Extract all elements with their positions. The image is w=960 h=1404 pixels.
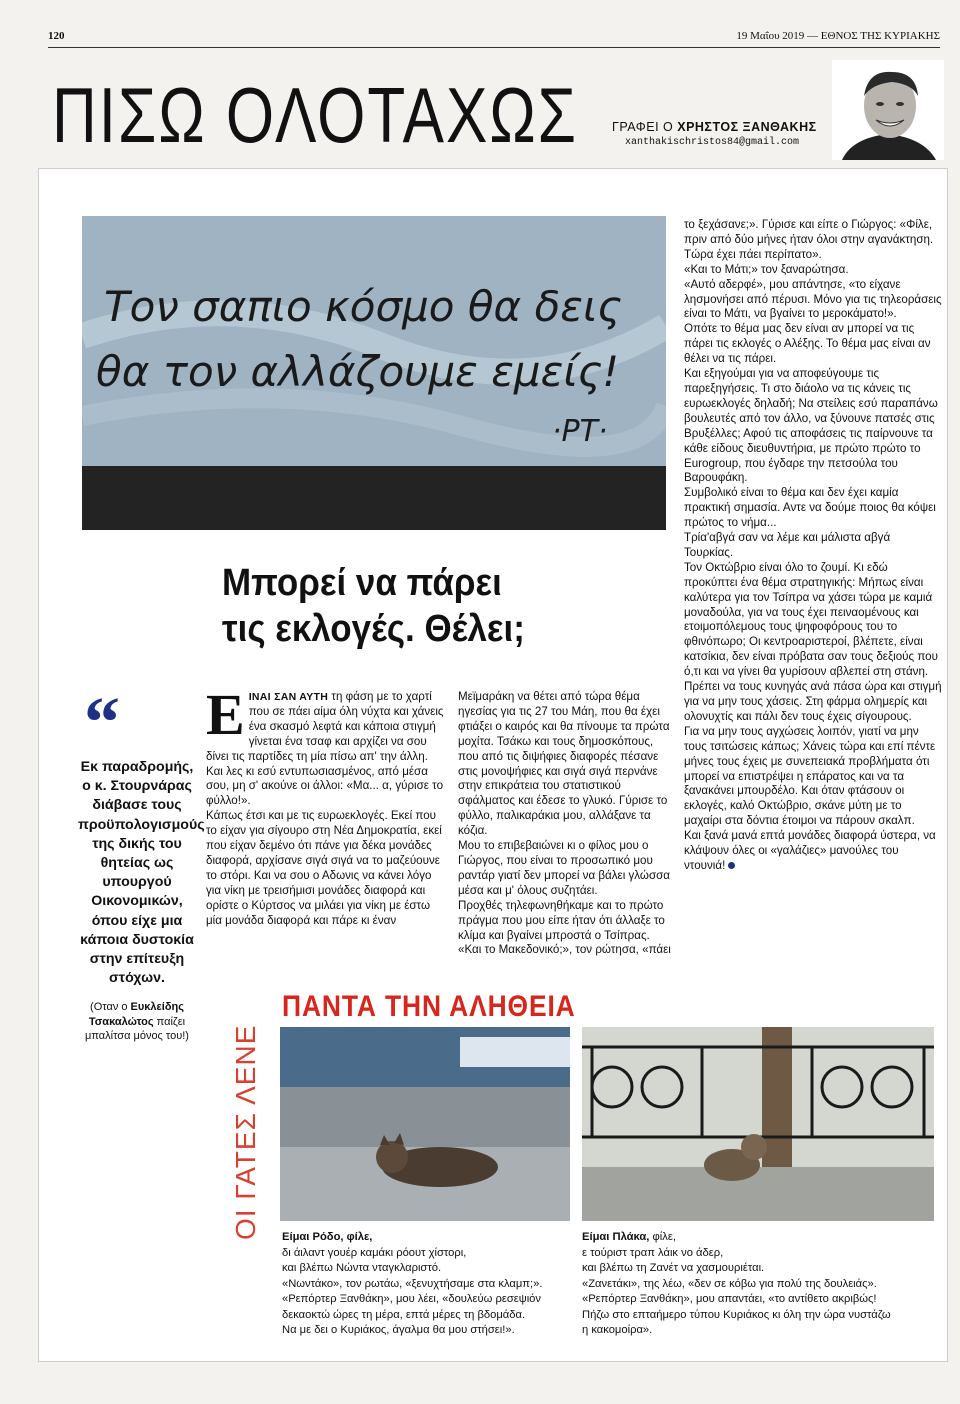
col2-paragraph-3: Προχθές τηλεφωνηθήκαμε και το πρώτο πράγμα που μου είπε ήταν ότι άλλαξε το κλίμα και βγαίνει μπροστά ο Τσίπρας.	[458, 898, 665, 942]
cat-caption-rodos	[282, 1230, 572, 1339]
lead-in: ΙΝΑΙ ΣΑΝ ΑΥΤΗ	[248, 691, 329, 703]
headline-line-2: τις εκλογές. Θέλει;	[222, 608, 525, 650]
cap1-line: «Ρεπόρτερ Ξανθάκη», μου λέει, «δουλεύω ρεσεψιόν	[282, 1293, 541, 1305]
author-email[interactable]: xanthakischristos84@gmail.com	[625, 137, 800, 148]
author-portrait	[832, 60, 944, 160]
cap2-line: «Ζανετάκι», της λέω, «δεν σε κόβω για πολύ της δουλειάς».	[582, 1277, 877, 1290]
article-column-3	[684, 218, 942, 874]
col3-paragraph-7: Τρία'αβγά σαν να λέμε και μάλιστα αβγά Τουρκίας.	[684, 531, 891, 559]
col3-paragraph-2: «Και το Μάτι;» τον ξαναρώτησα.	[684, 262, 849, 276]
byline-prefix: ΓΡΑΦΕΙ Ο	[612, 120, 678, 134]
cat-rodos-image	[280, 1027, 570, 1221]
cap1-line: και βλέπω Νώντα νταγκλαριστό.	[282, 1262, 442, 1274]
col2-paragraph-1: Μεϊμαράκη να θέτει από τώρα θέμα ηγεσίας για τις 27 του Μάη, που θα έχει φτιάξει ο καιρός και θα πίνουμε τα πρώτα μοχίτα. Τσάκω και τους δημοσκόπους, που από τις διψήφιες διαφορές πέσανε στις μονοψήφιες και σιγά σιγά περνάνε στην επικράτεια του στατιστικού σφάλματος και έδεσε το γλυκό. Γύρισε το φύλλο, παλικαράκια μου, αλλάξανε τα κόζια.	[458, 690, 670, 838]
quote-caption	[78, 1000, 196, 1044]
author-name: ΧΡΗΣΤΟΣ ΞΑΝΘΑΚΗΣ	[677, 120, 817, 134]
quote-caption-post: παίζει μπαλίτσα μόνος του!)	[85, 1015, 189, 1043]
date-line: 19 Μαΐου 2019 — ΕΘΝΟΣ ΤΗΣ ΚΥΡΙΑΚΗΣ	[736, 30, 940, 42]
byline	[612, 120, 817, 134]
header-rule	[48, 47, 940, 48]
cap2-line: η κακομοίρα».	[582, 1324, 653, 1336]
cat-photo-plaka	[582, 1027, 934, 1221]
col3-paragraph-6: Συμβολικό είναι το θέμα και δεν έχει καμία πρακτική σημασία. Αντε να δούμε ποιος θα κόψει πρώτος το νήμα...	[684, 486, 936, 530]
graffiti-line-2: θα τον αλλάζουμε εμείς!	[96, 347, 620, 396]
cat-plaka-image	[582, 1027, 934, 1221]
cap2-line: ε τούριστ τραπ λάικ νο άδερ,	[582, 1246, 724, 1259]
cats-section-title: ΠΑΝΤΑ ΤΗΝ ΑΛΗΘΕΙΑ	[282, 990, 576, 1023]
article-column-1	[206, 682, 444, 929]
col1-paragraph-2: Κάπως έτσι και με τις ευρωεκλογές. Εκεί που το είχαν για σίγουρο στη Νέα Δημοκρατία, εκεί που είχαν δεμένο ότι πάνε για δέκα μονάδες διαφορά, αρχίσανε σιγά σιγά να το μαζεύουνε το στόρι. Και να σου ο Αδωνις να κάνει λόγο για νίκη με τρεισήμισι μονάδες διαφορά και ορίστε ο Κύρτσος να μιλάει για νίκη με έστω μία μονάδα διαφορά και πάρε κι έναν	[206, 809, 442, 927]
cap2-line: και βλέπω τη Ζανέτ να χασμουριέται.	[582, 1262, 765, 1274]
cap1-line: «Νωντάκο», τον ρωτάω, «ξενυχτήσαμε στα κλαμπ;».	[282, 1277, 543, 1290]
col3-paragraph-10: Και ξανά μανά επτά μονάδες διαφορά ύστερα, να κλάψουν όλες οι «γαλάζιες» μανούλες του ντουνιά!	[684, 829, 936, 872]
quote-text: Εκ παραδρομής, ο κ. Στουρνάρας διάβασε τους προϋπολογισμούς της δικής του θητείας ως υπουργού Οικονομικών, όπου είχε μια κάποια δυστοκία στην επίτευξη στόχων.	[78, 759, 205, 987]
quote-caption-pre: (Οταν ο	[90, 1001, 131, 1014]
headline	[222, 560, 525, 652]
page-number: 120	[48, 30, 65, 42]
quote-caption-name: Ευκλείδης Τσακαλώτος	[88, 1001, 184, 1028]
masthead: ΠΙΣΩ ΟΛΟΤΑΧΩΣ	[52, 73, 578, 160]
graffiti-photo	[82, 216, 666, 530]
cap2-line: «Ρεπόρτερ Ξανθάκη», μου απαντάει, «το αντίθετο ακριβώς!	[582, 1293, 877, 1305]
article-column-2	[458, 690, 676, 958]
cat-photo-rodos	[280, 1027, 570, 1221]
col2-paragraph-2: Μου το επιβεβαιώνει κι ο φίλος μου ο Γιώργος, που είναι το προσωπικό μου ραντάρ γιατί δεν μπορεί να βάλει γλώσσα μέσα και μ' όλους συζητάει.	[458, 839, 670, 897]
col1-paragraph-1: τη φάση με το χαρτί που σε πάει αίμα όλη νύχτα και χάνεις ένα σκασμό λεφτά και κάποια στιγμή γίνεται ένα τσαφ και αρχίζει να σου δίνει τις παρτίδες τη μία πίσω απ' την άλλη. Και λες κι εσύ εντυπωσιασμένος, από μέσα σου, μη σ' ακούνε οι άλλοι: «Μα... α, γύρισε το φύλλο!».	[206, 690, 444, 808]
cat-caption-plaka	[582, 1230, 934, 1339]
end-mark-icon	[728, 862, 735, 869]
cats-vertical-label: ΟΙ ΓΑΤΕΣ ΛΕΝΕ	[230, 1024, 261, 1240]
cap2-title-rest: φίλε,	[649, 1231, 676, 1243]
cap1-line: δεκαοκτώ ώρες τη μέρα, επτά μέρες τη βδομάδα.	[282, 1308, 526, 1321]
headline-line-1: Μπορεί να πάρει	[222, 562, 502, 604]
cap2-line: Πήζω στο επταήμερο τύπου Κυριάκος κι όλη την ώρα νυστάζω	[582, 1308, 891, 1321]
col3-paragraph-9: Για να μην τους αγχώσεις λοιπόν, γιατί να μην τους τσιτώσεις κάπως; Χάνεις τώρα και επί πέντε μήνες τους έχεις με συνεπειακά προβλήματα ότι μπορεί να επιστρέψει η επάρατος και να τα ξανακάνει μπουρδέλο. Και όταν φτάσουν οι εκλογές, καλό Οκτώβριο, σκάνε μύτη με το μαχαίρι στα δόντια έτοιμοι να πάρουν σκαλπ.	[684, 724, 936, 828]
cap1-line: δι άιλαντ γουέρ καμάκι ρόουτ χίστορι,	[282, 1246, 467, 1259]
col2-paragraph-4: «Και το Μακεδονικό;», τον ρώτησα, «πάει	[458, 943, 671, 957]
top-bar	[48, 30, 940, 48]
col3-paragraph-1: το ξεχάσανε;». Γύρισε και είπε ο Γιώργος: «Φίλε, πριν από δύο μήνες ήταν όλοι στην αγανάκτηση. Τώρα έχει πάει περίπατο».	[684, 218, 934, 261]
quote-mark-icon: “	[84, 682, 120, 762]
col3-paragraph-4: Οπότε το θέμα μας δεν είναι αν μπορεί να τις πάρει τις εκλογές ο Αλέξης. Το θέμα μας είναι αν θέλει να τις πάρει.	[684, 322, 931, 366]
col3-paragraph-8: Τον Οκτώβριο είναι όλο το ζουμί. Κι εδώ προκύπτει ένα θέμα στρατηγικής: Μήπως είναι καλύτερα για τον Τσίπρα να χάσει τώρα με καμιά μοναδούλα, για να τους έχει πειναομένους και ετοιμοπόλεμους τους ψηφοφόρους του το φθινόπωρο; Οι κεντροαριστεροί, βλέπετε, είναι κατσίκια, δεν είναι πρόβατα σαν τους δεξιούς που ό,τι και να γίνει θα γυρίσουν αβλεπεί στη στάνη. Πρέπει να τους κυνηγάς ανά πάσα ώρα και στιγμή για να μην τους χάσεις. Στη φάρμα ολημερίς και ολονυχτίς και πάλι δεν τους έχεις σίγουρους.	[684, 560, 942, 723]
cap1-title: Είμαι Ρόδο, φίλε,	[282, 1231, 373, 1243]
col3-paragraph-3: «Αυτό αδερφέ», μου απάντησε, «το είχανε λησμονήσει από πέρυσι. Μόνο για τις τηλεοράσεις είναι το Μάτι, να βγαίνει το μεροκάματο!».	[684, 277, 942, 321]
graffiti-wall-image	[82, 216, 666, 530]
cap2-title: Είμαι Πλάκα,	[582, 1231, 650, 1243]
drop-cap: Ε	[206, 682, 245, 747]
cap1-line: Να με δει ο Κυριάκος, άγαλμα θα μου στήσει!».	[282, 1324, 515, 1336]
col3-paragraph-5: Και εξηγούμαι για να αποφεύγουμε τις παρεξηγήσεις. Τι στο διάολο να τις κάνεις τις ευρωεκλογές δηλαδή; Να στείλεις εσύ παραπάνω βουλευτές από τον άλλο, να ξύνουνε πατσές στις Βρυξέλλες; Αφού τις αποφάσεις τις παίρνουνε τα κάθε είδους διευθυντήρια, με πρώτο πρώτο το Eurogroup, που έγδαρε την πετσούλα του Βαρουφάκη.	[684, 367, 938, 485]
graffiti-line-1: Τον σαπιο κόσμο θα δεις	[104, 282, 622, 331]
graffiti-signature: ·ΡΤ·	[552, 414, 608, 449]
pull-quote	[78, 682, 205, 1044]
